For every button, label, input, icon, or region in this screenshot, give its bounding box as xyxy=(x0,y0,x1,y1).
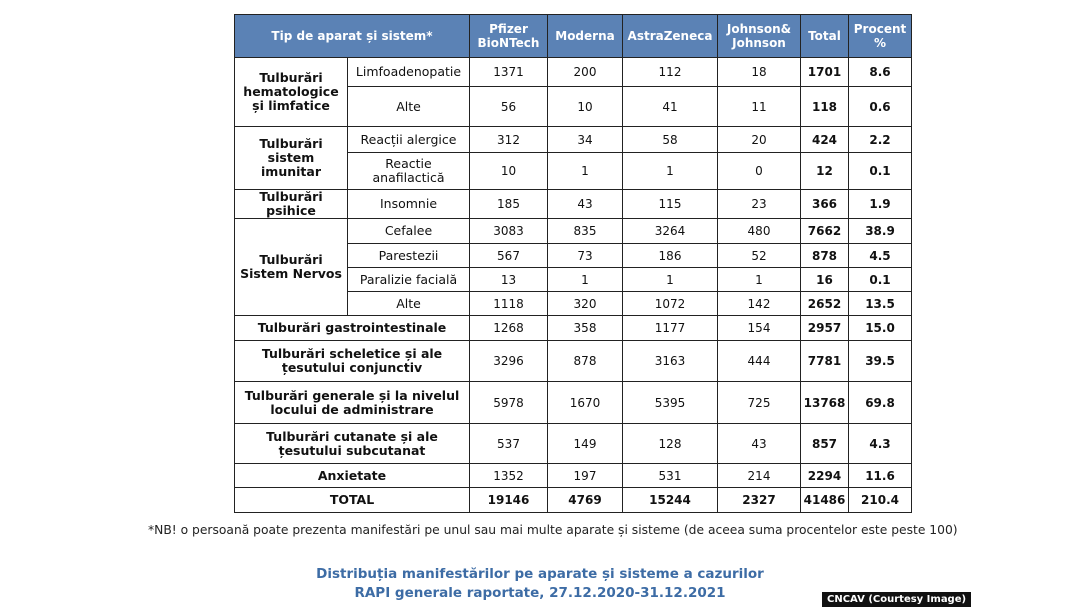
row-label: Tulburări generale și la nivelul locului de administrare xyxy=(235,382,470,424)
cell-percent: 69.8 xyxy=(849,382,912,424)
cell-johnson: 444 xyxy=(718,341,801,382)
cell-astrazeneca: 15244 xyxy=(623,488,718,513)
cell-total: 16 xyxy=(801,268,849,292)
header-total: Total xyxy=(801,15,849,58)
row-label: Paralizie facială xyxy=(348,268,470,292)
cell-johnson: 214 xyxy=(718,464,801,488)
cell-pfizer: 567 xyxy=(470,244,548,268)
cell-pfizer: 537 xyxy=(470,424,548,464)
footnote: *NB! o persoană poate prezenta manifestări pe unul sau mai multe aparate și sisteme (de aceea suma procentelor este peste 100) xyxy=(148,523,958,537)
cell-total: 1701 xyxy=(801,58,849,87)
adverse-events-table xyxy=(234,14,912,513)
cell-moderna: 1 xyxy=(548,153,623,190)
cell-total: 366 xyxy=(801,190,849,219)
cell-pfizer: 3296 xyxy=(470,341,548,382)
cell-moderna: 200 xyxy=(548,58,623,87)
row-label: Cefalee xyxy=(348,219,470,244)
cell-total: 7662 xyxy=(801,219,849,244)
cell-pfizer: 56 xyxy=(470,87,548,127)
cell-astrazeneca: 5395 xyxy=(623,382,718,424)
header-percent: Procent % xyxy=(849,15,912,58)
header-system: Tip de aparat și sistem* xyxy=(235,15,470,58)
cell-percent: 0.6 xyxy=(849,87,912,127)
row-label: Reacții alergice xyxy=(348,127,470,153)
table-row xyxy=(235,316,912,341)
group-immune: Tulburări sistem imunitar xyxy=(235,127,348,190)
cell-percent: 0.1 xyxy=(849,268,912,292)
cell-moderna: 320 xyxy=(548,292,623,316)
cell-astrazeneca: 1177 xyxy=(623,316,718,341)
cell-moderna: 10 xyxy=(548,87,623,127)
cell-johnson: 20 xyxy=(718,127,801,153)
table-row xyxy=(235,219,912,244)
cell-percent: 11.6 xyxy=(849,464,912,488)
table-row xyxy=(235,58,912,87)
cell-percent: 8.6 xyxy=(849,58,912,87)
cell-astrazeneca: 186 xyxy=(623,244,718,268)
caption-line-1: Distribuția manifestărilor pe aparate și sisteme a cazurilor xyxy=(316,566,764,582)
cell-johnson: 18 xyxy=(718,58,801,87)
cell-astrazeneca: 58 xyxy=(623,127,718,153)
cell-astrazeneca: 1072 xyxy=(623,292,718,316)
cell-total: 2957 xyxy=(801,316,849,341)
cell-astrazeneca: 531 xyxy=(623,464,718,488)
cell-johnson: 52 xyxy=(718,244,801,268)
cell-percent: 13.5 xyxy=(849,292,912,316)
cell-percent: 0.1 xyxy=(849,153,912,190)
cell-astrazeneca: 41 xyxy=(623,87,718,127)
cell-total: 857 xyxy=(801,424,849,464)
cell-percent: 39.5 xyxy=(849,341,912,382)
cell-percent: 2.2 xyxy=(849,127,912,153)
cell-pfizer: 19146 xyxy=(470,488,548,513)
cell-johnson: 142 xyxy=(718,292,801,316)
table-row xyxy=(235,190,912,219)
cell-astrazeneca: 128 xyxy=(623,424,718,464)
cell-astrazeneca: 3264 xyxy=(623,219,718,244)
cell-pfizer: 1268 xyxy=(470,316,548,341)
cell-moderna: 358 xyxy=(548,316,623,341)
table-row xyxy=(235,341,912,382)
cell-pfizer: 312 xyxy=(470,127,548,153)
table-header-row xyxy=(235,15,912,58)
cell-total: 2652 xyxy=(801,292,849,316)
cell-astrazeneca: 115 xyxy=(623,190,718,219)
header-astrazeneca: AstraZeneca xyxy=(623,15,718,58)
cell-percent: 4.5 xyxy=(849,244,912,268)
group-hematologic: Tulburări hematologice și limfatice xyxy=(235,58,348,127)
cell-moderna: 43 xyxy=(548,190,623,219)
cell-astrazeneca: 3163 xyxy=(623,341,718,382)
table-row xyxy=(235,464,912,488)
group-nervous: Tulburări Sistem Nervos xyxy=(235,219,348,316)
cell-moderna: 149 xyxy=(548,424,623,464)
cell-moderna: 1670 xyxy=(548,382,623,424)
cell-johnson: 154 xyxy=(718,316,801,341)
cell-moderna: 34 xyxy=(548,127,623,153)
cell-astrazeneca: 1 xyxy=(623,153,718,190)
table-row xyxy=(235,382,912,424)
row-label: Parestezii xyxy=(348,244,470,268)
cell-pfizer: 13 xyxy=(470,268,548,292)
header-pfizer: Pfizer BioNTech xyxy=(470,15,548,58)
table-total-row xyxy=(235,488,912,513)
cell-moderna: 878 xyxy=(548,341,623,382)
cell-moderna: 835 xyxy=(548,219,623,244)
cell-johnson: 11 xyxy=(718,87,801,127)
cell-percent: 15.0 xyxy=(849,316,912,341)
cell-pfizer: 1352 xyxy=(470,464,548,488)
cell-pfizer: 10 xyxy=(470,153,548,190)
cell-pfizer: 3083 xyxy=(470,219,548,244)
cell-astrazeneca: 112 xyxy=(623,58,718,87)
cell-johnson: 480 xyxy=(718,219,801,244)
cell-percent: 1.9 xyxy=(849,190,912,219)
cell-total: 424 xyxy=(801,127,849,153)
cell-total: 13768 xyxy=(801,382,849,424)
cell-moderna: 73 xyxy=(548,244,623,268)
row-label: Tulburări cutanate și ale țesutului subcutanat xyxy=(235,424,470,464)
cell-johnson: 725 xyxy=(718,382,801,424)
cell-pfizer: 185 xyxy=(470,190,548,219)
cell-johnson: 1 xyxy=(718,268,801,292)
cell-percent: 38.9 xyxy=(849,219,912,244)
caption-line-2: RAPI generale raportate, 27.12.2020-31.12.2021 xyxy=(354,585,726,601)
row-label: TOTAL xyxy=(235,488,470,513)
cell-moderna: 1 xyxy=(548,268,623,292)
row-label: Anxietate xyxy=(235,464,470,488)
cell-total: 41486 xyxy=(801,488,849,513)
header-moderna: Moderna xyxy=(548,15,623,58)
cell-pfizer: 1118 xyxy=(470,292,548,316)
header-johnson: Johnson& Johnson xyxy=(718,15,801,58)
group-psychic: Tulburări psihice xyxy=(235,190,348,219)
image-credit: CNCAV (Courtesy Image) xyxy=(822,592,971,607)
cell-percent: 4.3 xyxy=(849,424,912,464)
table-row xyxy=(235,424,912,464)
row-label: Limfoadenopatie xyxy=(348,58,470,87)
row-label: Tulburări gastrointestinale xyxy=(235,316,470,341)
row-label: Tulburări scheletice și ale țesutului conjunctiv xyxy=(235,341,470,382)
cell-johnson: 2327 xyxy=(718,488,801,513)
cell-total: 2294 xyxy=(801,464,849,488)
row-label: Insomnie xyxy=(348,190,470,219)
row-label: Alte xyxy=(348,292,470,316)
cell-moderna: 197 xyxy=(548,464,623,488)
cell-total: 118 xyxy=(801,87,849,127)
cell-total: 878 xyxy=(801,244,849,268)
cell-percent: 210.4 xyxy=(849,488,912,513)
cell-johnson: 43 xyxy=(718,424,801,464)
cell-total: 7781 xyxy=(801,341,849,382)
cell-astrazeneca: 1 xyxy=(623,268,718,292)
cell-johnson: 0 xyxy=(718,153,801,190)
cell-johnson: 23 xyxy=(718,190,801,219)
row-label: Alte xyxy=(348,87,470,127)
cell-pfizer: 1371 xyxy=(470,58,548,87)
cell-pfizer: 5978 xyxy=(470,382,548,424)
cell-moderna: 4769 xyxy=(548,488,623,513)
table-row xyxy=(235,127,912,153)
cell-total: 12 xyxy=(801,153,849,190)
row-label: Reactie anafilactică xyxy=(348,153,470,190)
